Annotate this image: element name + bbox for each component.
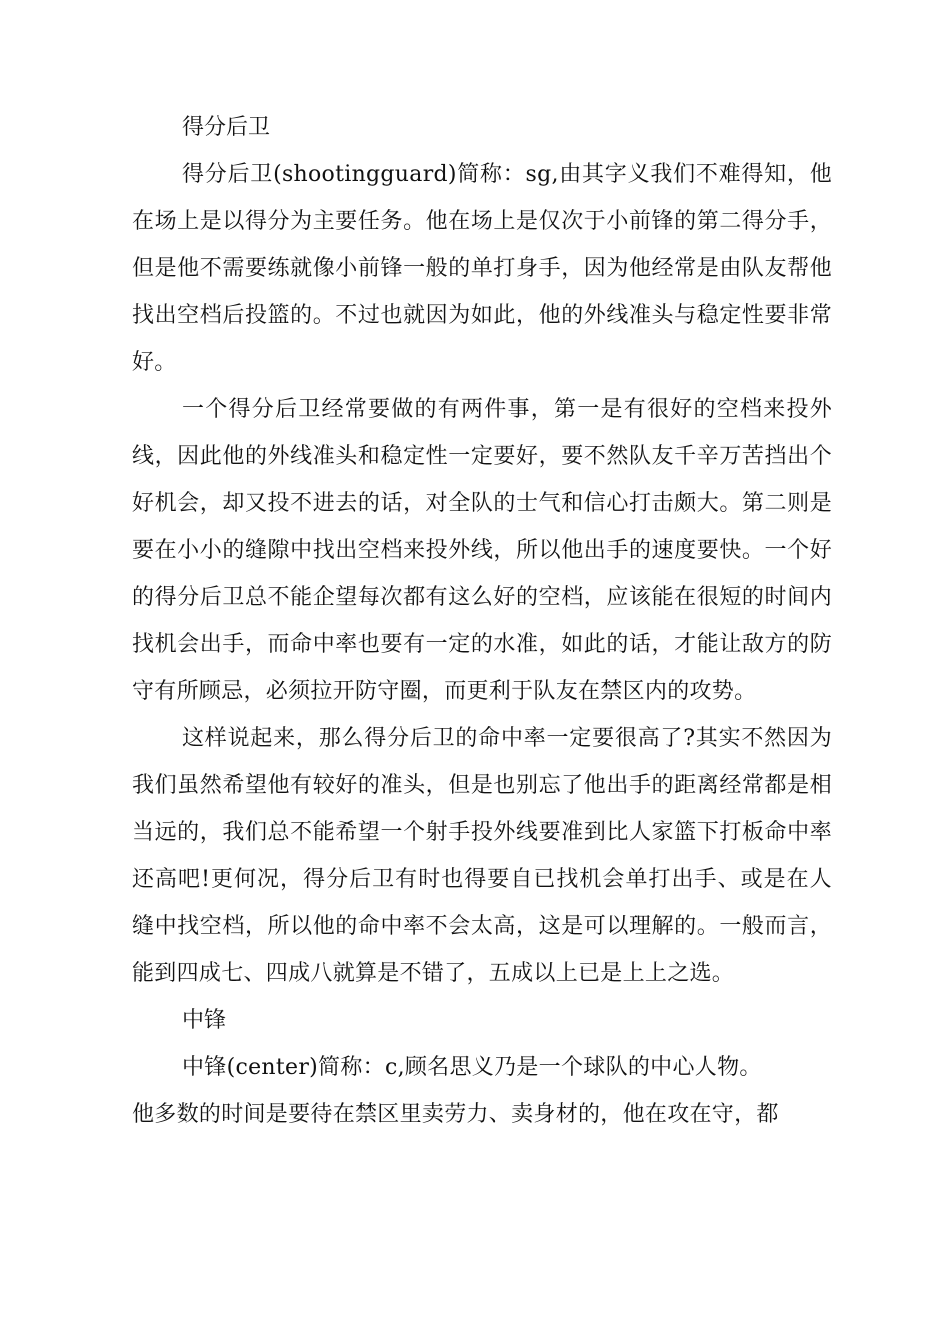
paragraph-shooting-guard-intro: 得分后卫(shootingguard)简称：sg,由其字义我们不难得知，他在场上是以得分为主要任务。他在场上是仅次于小前锋的第二得分手，但是他不需要练就像小前锋一般的单打身手，因为他经常是由队友帮他找出空档后投篮的。不过也就因为如此，他的外线准头与稳定性要非常好。 [132, 162, 832, 375]
paragraph-shooting-guard-duties: 一个得分后卫经常要做的有两件事，第一是有很好的空档来投外线，因此他的外线准头和稳定性一定要好，要不然队友千辛万苦挡出个好机会，却又投不进去的话，对全队的士气和信心打击颇大。第二则是要在小小的缝隙中找出空档来投外线，所以他出手的速度要快。一个好的得分后卫总不能企望每次都有这么好的空档，应该能在很短的时间内找机会出手，而命中率也要有一定的水准，如此的话，才能让敌方的防守有所顾忌，必须拉开防守圈，而更利于队友在禁区内的攻势。 [132, 397, 832, 704]
section-heading-center: 中锋 [182, 1008, 227, 1033]
paragraph-center-intro: 中锋(center)简称：c,顾名思义乃是一个球队的中心人物。 [182, 1055, 762, 1080]
document-body [132, 104, 832, 1138]
section-heading-shooting-guard: 得分后卫 [182, 115, 271, 140]
paragraph-center-continuation: 他多数的时间是要待在禁区里卖劳力、卖身材的，他在攻在守，都 [132, 1102, 779, 1127]
paragraph-shooting-guard-accuracy: 这样说起来，那么得分后卫的命中率一定要很高了?其实不然因为我们虽然希望他有较好的准头，但是也别忘了他出手的距离经常都是相当远的，我们总不能希望一个射手投外线要准到比人家篮下打板命中率还高吧!更何况，得分后卫有时也得要自已找机会单打出手、或是在人缝中找空档，所以他的命中率不会太高，这是可以理解的。一般而言，能到四成七、四成八就算是不错了，五成以上已是上上之选。 [132, 726, 832, 986]
